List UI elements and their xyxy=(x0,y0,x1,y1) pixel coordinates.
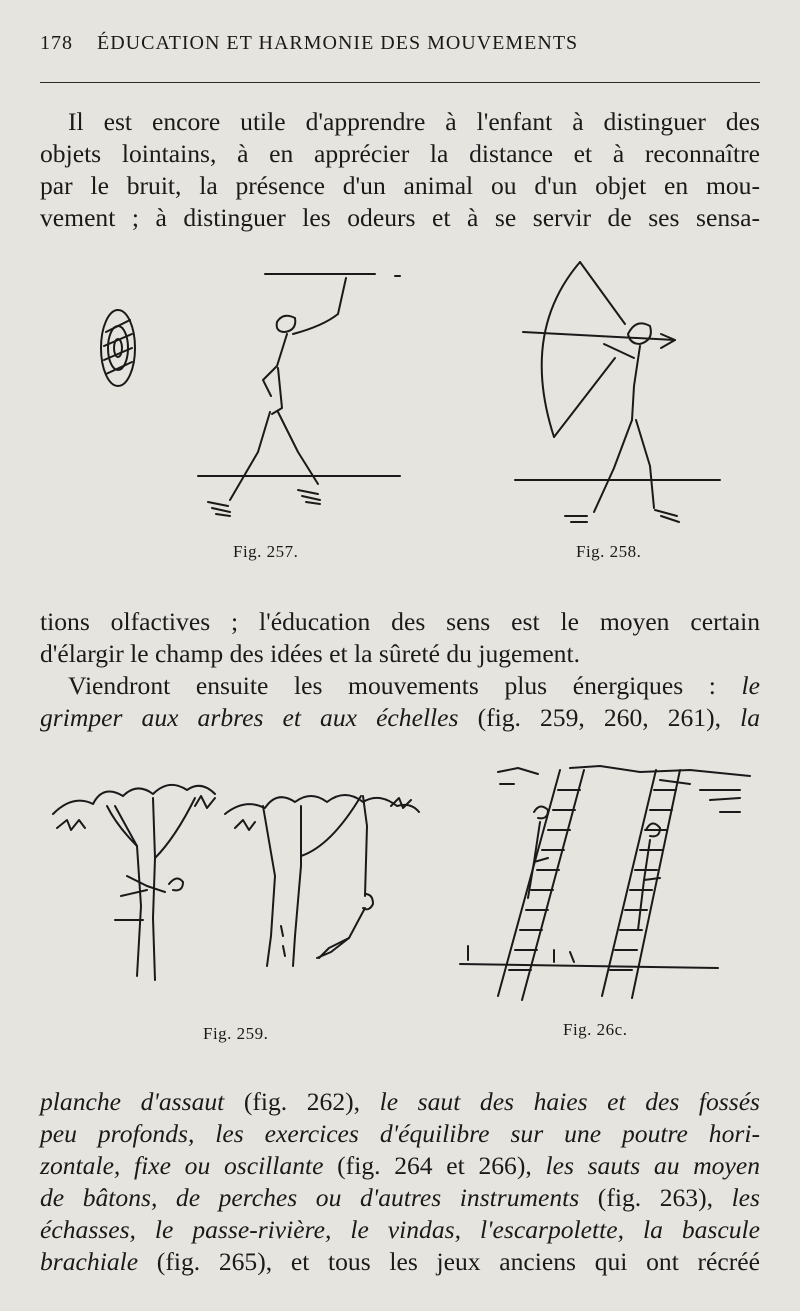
paragraph-1-line-4: vement ; à distinguer les odeurs et à se servir de ses sensa- xyxy=(40,203,760,232)
paragraph-4-line-1-italic-b: le saut des haies et des fossés xyxy=(379,1087,761,1116)
paragraph-4-line-6 xyxy=(40,1246,760,1278)
paragraph-4-line-3-text: (fig. 264 et 266), xyxy=(323,1151,546,1180)
paragraph-4-line-6-italic: brachiale xyxy=(40,1247,139,1276)
page-number: 178 xyxy=(40,32,73,54)
paragraph-1 xyxy=(40,106,760,234)
paragraph-4-line-6-text: (fig. 265), et tous les jeux anciens qui ont récréé xyxy=(138,1247,760,1276)
paragraph-4-line-1 xyxy=(40,1086,760,1118)
figure-259-caption: Fig. 259. xyxy=(203,1024,269,1043)
paragraph-3-line-1-italic: le xyxy=(741,671,760,700)
paragraph-4-line-4-italic-a: de bâtons, de perches ou d'autres instruments xyxy=(40,1183,580,1212)
header-rule xyxy=(40,82,760,83)
paragraph-4-line-2-italic: peu profonds, les exercices d'équilibre sur une poutre hori- xyxy=(40,1119,760,1148)
paragraph-3-line-2-italic-a: grimper aux arbres et aux échelles xyxy=(40,703,459,732)
paragraph-3-line-1-text: Viendront ensuite les mouvements plus énergiques : xyxy=(68,671,742,700)
paragraph-4-line-5 xyxy=(40,1214,760,1246)
paragraph-1-line-1: Il est encore utile d'apprendre à l'enfant à distinguer des xyxy=(68,107,760,136)
paragraph-4-line-3 xyxy=(40,1150,760,1182)
paragraph-4-line-5-italic: échasses, le passe-rivière, le vindas, l'escarpolette, la bascule xyxy=(40,1215,760,1244)
figure-260-caption: Fig. 26c. xyxy=(563,1020,628,1039)
paragraph-3-line-2 xyxy=(40,702,760,734)
paragraph-3-line-2-text: (fig. 259, 260, 261), xyxy=(458,703,741,732)
paragraph-4-line-4-text: (fig. 263), xyxy=(579,1183,732,1212)
figure-258-illustration xyxy=(505,258,745,528)
figure-260-illustration xyxy=(460,760,760,1010)
paragraph-2 xyxy=(40,606,760,670)
paragraph-1-line-3: par le bruit, la présence d'un animal ou d'un objet en mou- xyxy=(40,171,760,200)
figure-259-illustration xyxy=(45,776,440,981)
figure-258-caption: Fig. 258. xyxy=(576,542,642,561)
running-head xyxy=(40,32,760,55)
figure-257-caption: Fig. 257. xyxy=(233,542,299,561)
paragraph-4 xyxy=(40,1086,760,1278)
paragraph-4-line-3-italic-b: les sauts au moyen xyxy=(545,1151,760,1180)
paragraph-4-line-4-italic-b: les xyxy=(731,1183,760,1212)
paragraph-2-line-2: d'élargir le champ des idées et la sûreté du jugement. xyxy=(40,639,580,668)
paragraph-3-line-1 xyxy=(40,670,760,702)
paragraph-1-line-2: objets lointains, à en apprécier la distance et à reconnaître xyxy=(40,139,760,168)
running-title: ÉDUCATION ET HARMONIE DES MOUVEMENTS xyxy=(97,32,579,54)
paragraph-3-line-2-italic-b: la xyxy=(740,703,761,732)
paragraph-4-line-3-italic-a: zontale, fixe ou oscillante xyxy=(40,1151,324,1180)
paragraph-4-line-4 xyxy=(40,1182,760,1214)
paragraph-4-line-2 xyxy=(40,1118,760,1150)
paragraph-4-line-1-text: (fig. 262), xyxy=(224,1087,380,1116)
figure-257-illustration xyxy=(90,262,420,522)
paragraph-4-line-1-italic-a: planche d'assaut xyxy=(40,1087,225,1116)
paragraph-3 xyxy=(40,670,760,734)
paragraph-2-line-1: tions olfactives ; l'éducation des sens est le moyen certain xyxy=(40,607,760,636)
